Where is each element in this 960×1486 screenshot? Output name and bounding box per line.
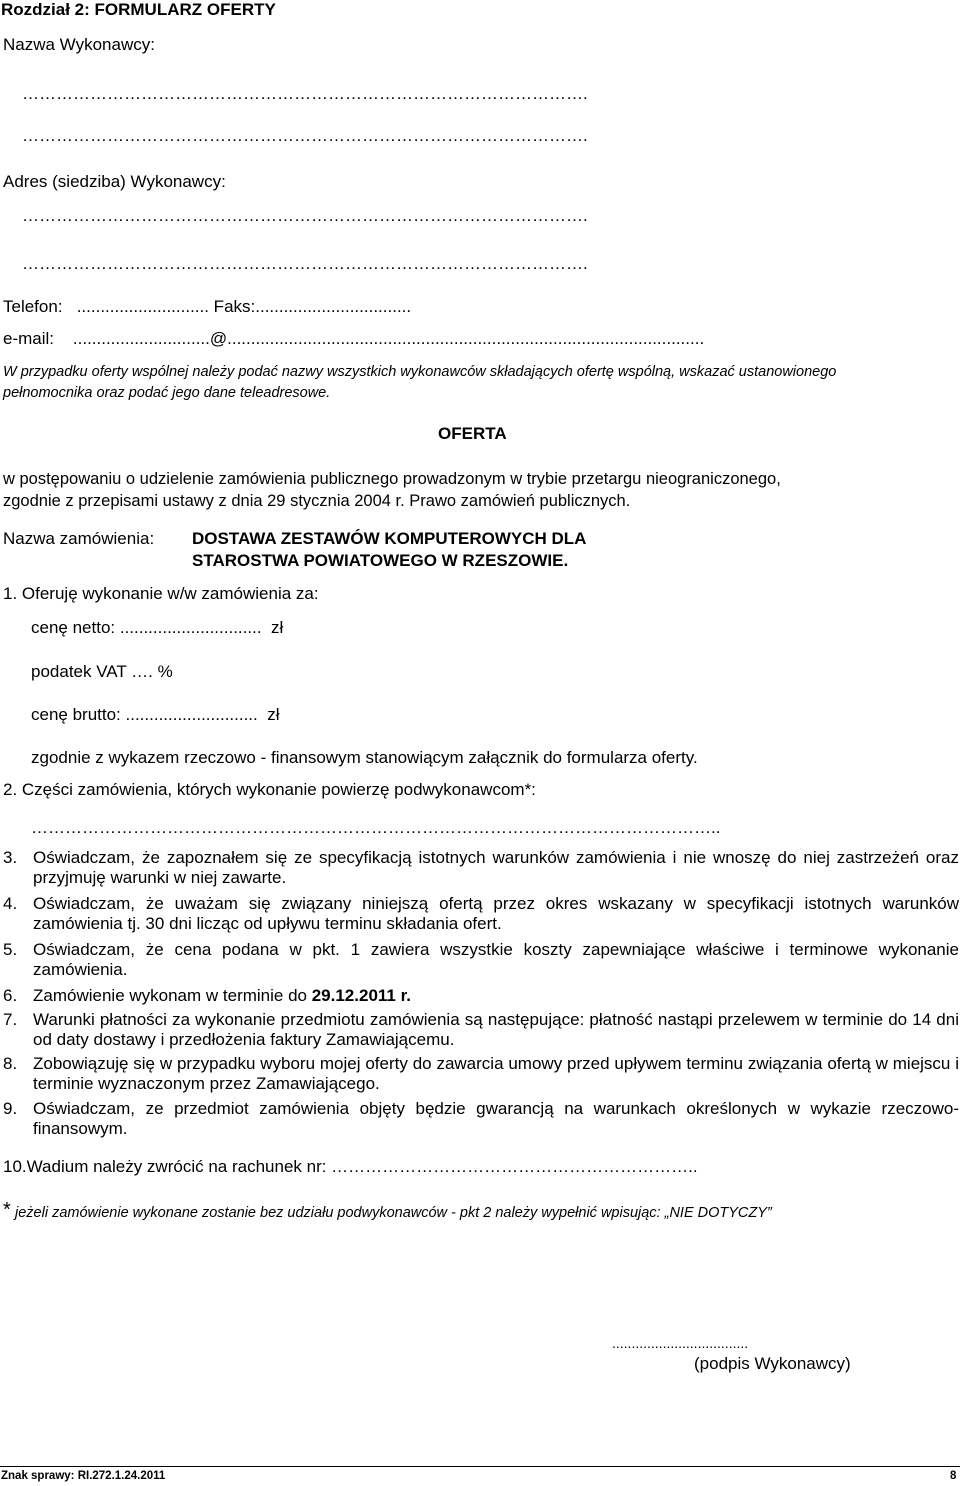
item-7-text: Warunki płatności za wykonanie przedmiotu zamówienia są następujące: płatność nastąpi przelewem w terminie do 14 dni od daty dostawy i przedłożenia faktury Zamawiającemu.	[33, 1010, 959, 1049]
offer-intro-1: w postępowaniu o udzielenie zamówienia publicznego prowadzonym w trybie przetargu nieograniczonego,	[3, 470, 781, 488]
item-6-number: 6.	[3, 986, 18, 1005]
order-name-line-1: DOSTAWA ZESTAWÓW KOMPUTEROWYCH DLA	[192, 529, 587, 548]
page-number: 8	[950, 1470, 957, 1482]
footnote-star: *	[3, 1199, 11, 1221]
vat-field: podatek VAT …. %	[31, 662, 173, 681]
order-name-line-2: STAROSTWA POWIATOWEGO W RZESZOWIE.	[192, 551, 569, 570]
chapter-title: Rozdział 2: FORMULARZ OFERTY	[1, 0, 276, 19]
item-1: 1. Oferuję wykonanie w/w zamówienia za:	[3, 584, 319, 603]
contractor-name-line-1: ……………………………………………………………………………………….	[22, 84, 588, 103]
address-line-2: ……………………………………………………………………………………….	[22, 254, 588, 273]
item-4-text: Oświadczam, że uważam się związany niniejszą ofertą przez okres wskazany w specyfikacji istotnych warunków zamówienia tj. 30 dni licząc od upływu terminu składania ofert.	[33, 894, 959, 933]
item-10: 10.Wadium należy zwrócić na rachunek nr: ………………………………………………………..	[3, 1157, 698, 1176]
joint-offer-note-2: pełnomocnika oraz podać jego dane teleadresowe.	[3, 385, 331, 401]
offer-title: OFERTA	[438, 424, 507, 443]
item-5-number: 5.	[3, 940, 18, 959]
item-3-text: Oświadczam, że zapoznałem się ze specyfikacją istotnych warunków zamówienia i nie wnoszę do niej zastrzeżeń oraz przyjmuję warunki w niej zawarte.	[33, 848, 959, 887]
item-3-number: 3.	[3, 848, 18, 867]
item-5-text: Oświadczam, że cena podana w pkt. 1 zawiera wszystkie koszty zapewniające właściwe i terminowe wykonanie zamówienia.	[33, 940, 959, 979]
phone-fax-line: Telefon: ............................ Faks:.................................	[3, 297, 412, 316]
offer-intro-2: zgodnie z przepisami ustawy z dnia 29 stycznia 2004 r. Prawo zamówień publicznych.	[3, 492, 631, 510]
item-7-number: 7.	[3, 1010, 18, 1029]
item-6-text	[33, 986, 411, 1006]
order-name-label: Nazwa zamówienia:	[3, 529, 155, 548]
joint-offer-note-1: W przypadku oferty wspólnej należy podać nazwy wszystkich wykonawców składających ofertę wspólną, wskazać ustanowionego	[3, 364, 837, 380]
address-line-1: ……………………………………………………………………………………….	[22, 206, 588, 225]
contractor-name-line-2: ……………………………………………………………………………………….	[22, 126, 588, 145]
item-9-number: 9.	[3, 1099, 18, 1118]
deadline-date: 29.12.2011 r.	[311, 986, 411, 1005]
footer-divider	[0, 1466, 960, 1467]
item-6-text-main: Zamówienie wykonam w terminie do	[33, 986, 312, 1005]
net-price-field: cenę netto: .............................. zł	[31, 618, 284, 637]
case-reference: Znak sprawy: RI.272.1.24.2011	[1, 1470, 166, 1482]
item-9-text: Oświadczam, ze przedmiot zamówienia objęty będzie gwarancją na warunkach określonych w wykazie rzeczowo-finansowym.	[33, 1099, 959, 1138]
signature-label: (podpis Wykonawcy)	[694, 1354, 851, 1373]
footnote-text: jeżeli zamówienie wykonane zostanie bez udziału podwykonawców - pkt 2 należy wypełnić wpisując: „NIE DOTYCZY”	[15, 1205, 772, 1221]
subcontractors-line: …………………………………………………………………………………………………………..	[31, 818, 721, 837]
item-2: 2. Części zamówienia, których wykonanie powierzę podwykonawcom*:	[3, 780, 536, 799]
gross-price-field: cenę brutto: ............................ zł	[31, 705, 280, 724]
email-line: e-mail: .............................@.....................................................................................................	[3, 329, 705, 348]
item-4-number: 4.	[3, 894, 18, 913]
item-8-text: Zobowiązuję się w przypadku wyboru mojej oferty do zawarcia umowy przed upływem terminu związania ofertą w miejscu i terminie wyznaczonym przez Zamawiającego.	[33, 1054, 959, 1093]
address-label: Adres (siedziba) Wykonawcy:	[3, 172, 226, 191]
contractor-name-label: Nazwa Wykonawcy:	[3, 35, 155, 54]
item-8-number: 8.	[3, 1054, 18, 1073]
according-text: zgodnie z wykazem rzeczowo - finansowym stanowiącym załącznik do formularza oferty.	[31, 748, 698, 767]
signature-dots: ...................................	[612, 1335, 749, 1351]
